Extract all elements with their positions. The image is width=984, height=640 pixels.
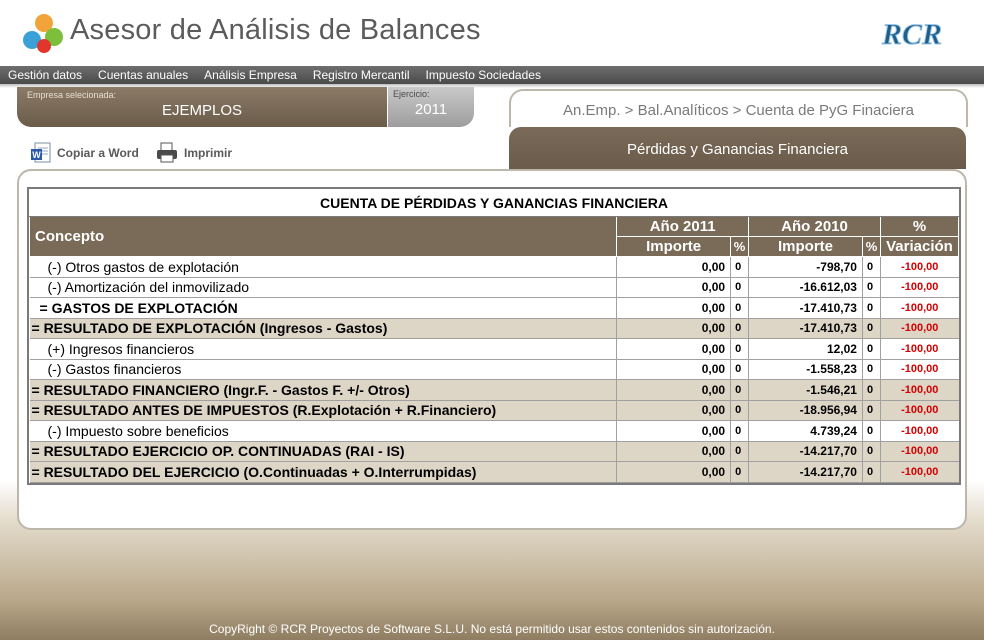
row-importe-2010: -18.956,94 xyxy=(749,400,863,421)
row-importe-2011: 0,00 xyxy=(617,277,731,298)
copy-to-word-button[interactable] xyxy=(30,142,139,164)
row-importe-2011: 0,00 xyxy=(617,441,731,462)
row-pct-2010: 0 xyxy=(862,462,880,483)
row-concept: (-) Otros gastos de explotación xyxy=(30,257,617,278)
row-variacion: -100,00 xyxy=(880,359,958,380)
row-importe-2010: -17.410,73 xyxy=(749,318,863,339)
header-pct-2010: % xyxy=(862,237,880,257)
row-pct-2010: 0 xyxy=(862,318,880,339)
row-pct-2011: 0 xyxy=(731,339,749,360)
row-pct-2011: 0 xyxy=(731,277,749,298)
rcr-brand-logo-icon xyxy=(880,14,952,52)
row-concept: = RESULTADO DEL EJERCICIO (O.Continuadas + O.Interrumpidas) xyxy=(30,462,617,483)
table-body xyxy=(30,257,959,483)
row-importe-2011: 0,00 xyxy=(617,462,731,483)
row-importe-2011: 0,00 xyxy=(617,380,731,401)
row-importe-2010: -798,70 xyxy=(749,257,863,278)
row-pct-2011: 0 xyxy=(731,462,749,483)
row-pct-2010: 0 xyxy=(862,380,880,401)
row-importe-2011: 0,00 xyxy=(617,339,731,360)
row-importe-2010: -14.217,70 xyxy=(749,441,863,462)
row-importe-2011: 0,00 xyxy=(617,400,731,421)
row-variacion: -100,00 xyxy=(880,318,958,339)
table-header-row-1 xyxy=(30,217,959,237)
copy-to-word-label: Copiar a Word xyxy=(57,146,139,160)
row-variacion: -100,00 xyxy=(880,257,958,278)
menu-item-cuentas-anuales[interactable]: Cuentas anuales xyxy=(98,68,189,82)
row-pct-2010: 0 xyxy=(862,421,880,442)
pyg-table xyxy=(29,189,959,483)
app-header xyxy=(0,0,984,66)
row-concept: (-) Impuesto sobre beneficios xyxy=(30,421,617,442)
row-pct-2011: 0 xyxy=(731,298,749,319)
row-variacion: -100,00 xyxy=(880,462,958,483)
row-pct-2010: 0 xyxy=(862,359,880,380)
print-button[interactable] xyxy=(155,142,232,164)
row-concept: (+) Ingresos financieros xyxy=(30,339,617,360)
row-concept: = RESULTADO DE EXPLOTACIÓN (Ingresos - Gastos) xyxy=(30,318,617,339)
table-row xyxy=(30,380,959,401)
row-variacion: -100,00 xyxy=(880,400,958,421)
row-concept: = RESULTADO ANTES DE IMPUESTOS (R.Explotación + R.Financiero) xyxy=(30,400,617,421)
table-row xyxy=(30,462,959,483)
pyg-table-wrapper xyxy=(27,187,961,485)
row-pct-2011: 0 xyxy=(731,257,749,278)
row-pct-2010: 0 xyxy=(862,400,880,421)
row-importe-2011: 0,00 xyxy=(617,421,731,442)
fiscal-year-value: 2011 xyxy=(414,101,448,118)
table-row xyxy=(30,277,959,298)
copyright-footer: CopyRight © RCR Proyectos de Software S.L.U. No está permitido usar estos contenidos sin autorización. xyxy=(209,622,775,636)
menu-item-registro-mercantil[interactable]: Registro Mercantil xyxy=(312,68,410,82)
svg-text:W: W xyxy=(32,150,41,160)
row-importe-2011: 0,00 xyxy=(617,257,731,278)
breadcrumb xyxy=(509,89,968,127)
table-row xyxy=(30,318,959,339)
header-pct: % xyxy=(880,217,958,237)
header-importe-2011: Importe xyxy=(617,237,731,257)
table-row xyxy=(30,421,959,442)
fiscal-year-label: Ejercicio: xyxy=(393,89,430,99)
row-importe-2010: -17.410,73 xyxy=(749,298,863,319)
row-importe-2011: 0,00 xyxy=(617,359,731,380)
app-title-part2: de Análisis de Balances xyxy=(169,14,481,46)
row-pct-2010: 0 xyxy=(862,277,880,298)
print-label: Imprimir xyxy=(184,146,233,160)
row-concept: (-) Gastos financieros xyxy=(30,359,617,380)
app-logo-dots-icon xyxy=(22,13,66,53)
row-pct-2011: 0 xyxy=(731,400,749,421)
table-row xyxy=(30,298,959,319)
row-importe-2010: 4.739,24 xyxy=(749,421,863,442)
row-pct-2011: 0 xyxy=(731,318,749,339)
table-row xyxy=(30,257,959,278)
header-year-2010: Año 2010 xyxy=(749,217,881,237)
menu-item-gestion-datos[interactable]: Gestión datos xyxy=(8,68,83,82)
row-pct-2011: 0 xyxy=(731,441,749,462)
app-title-part1: Asesor xyxy=(70,14,162,46)
main-menu-bar xyxy=(0,66,984,84)
menu-item-analisis-empresa[interactable]: Análisis Empresa xyxy=(204,68,297,82)
header-year-2011: Año 2011 xyxy=(617,217,749,237)
tab-perdidas-ganancias-financiera[interactable] xyxy=(509,127,966,169)
brand-logo-text: RCR xyxy=(882,18,943,51)
menu-item-impuesto-sociedades[interactable]: Impuesto Sociedades xyxy=(425,68,541,82)
row-importe-2010: -1.546,21 xyxy=(749,380,863,401)
row-pct-2010: 0 xyxy=(862,339,880,360)
row-concept: = GASTOS DE EXPLOTACIÓN xyxy=(30,298,617,319)
row-concept: = RESULTADO EJERCICIO OP. CONTINUADAS (RAI - IS) xyxy=(30,441,617,462)
row-variacion: -100,00 xyxy=(880,298,958,319)
row-variacion: -100,00 xyxy=(880,421,958,442)
header-pct-2011: % xyxy=(731,237,749,257)
header-concepto: Concepto xyxy=(30,217,617,257)
row-pct-2011: 0 xyxy=(731,421,749,442)
row-variacion: -100,00 xyxy=(880,441,958,462)
row-pct-2010: 0 xyxy=(862,441,880,462)
breadcrumb-text: An.Emp. > Bal.Analíticos > Cuenta de PyG Finaciera xyxy=(562,102,914,119)
row-pct-2011: 0 xyxy=(731,359,749,380)
word-icon xyxy=(30,142,52,164)
row-concept: (-) Amortización del inmovilizado xyxy=(30,277,617,298)
row-variacion: -100,00 xyxy=(880,339,958,360)
company-value: EJEMPLOS xyxy=(161,102,243,119)
table-row xyxy=(30,339,959,360)
company-label: Empresa selecionada: xyxy=(27,90,117,100)
fiscal-year-selector[interactable] xyxy=(388,87,474,127)
row-variacion: -100,00 xyxy=(880,380,958,401)
row-variacion: -100,00 xyxy=(880,277,958,298)
company-selector[interactable] xyxy=(17,87,387,127)
table-row xyxy=(30,400,959,421)
row-importe-2011: 0,00 xyxy=(617,298,731,319)
printer-icon xyxy=(155,142,179,164)
table-title: CUENTA DE PÉRDIDAS Y GANANCIAS FINANCIERA xyxy=(30,189,959,217)
table-row xyxy=(30,441,959,462)
table-title-row xyxy=(30,189,959,217)
app-title xyxy=(70,14,481,47)
header-variacion: Variación xyxy=(880,237,958,257)
row-importe-2010: -14.217,70 xyxy=(749,462,863,483)
row-importe-2010: -1.558,23 xyxy=(749,359,863,380)
header-importe-2010: Importe xyxy=(749,237,863,257)
row-concept: = RESULTADO FINANCIERO (Ingr.F. - Gastos F. +/- Otros) xyxy=(30,380,617,401)
row-pct-2010: 0 xyxy=(862,298,880,319)
row-importe-2010: 12,02 xyxy=(749,339,863,360)
row-importe-2010: -16.612,03 xyxy=(749,277,863,298)
row-importe-2011: 0,00 xyxy=(617,318,731,339)
table-row xyxy=(30,359,959,380)
row-pct-2011: 0 xyxy=(731,380,749,401)
row-pct-2010: 0 xyxy=(862,257,880,278)
tab-label: Pérdidas y Ganancias Financiera xyxy=(627,141,848,158)
